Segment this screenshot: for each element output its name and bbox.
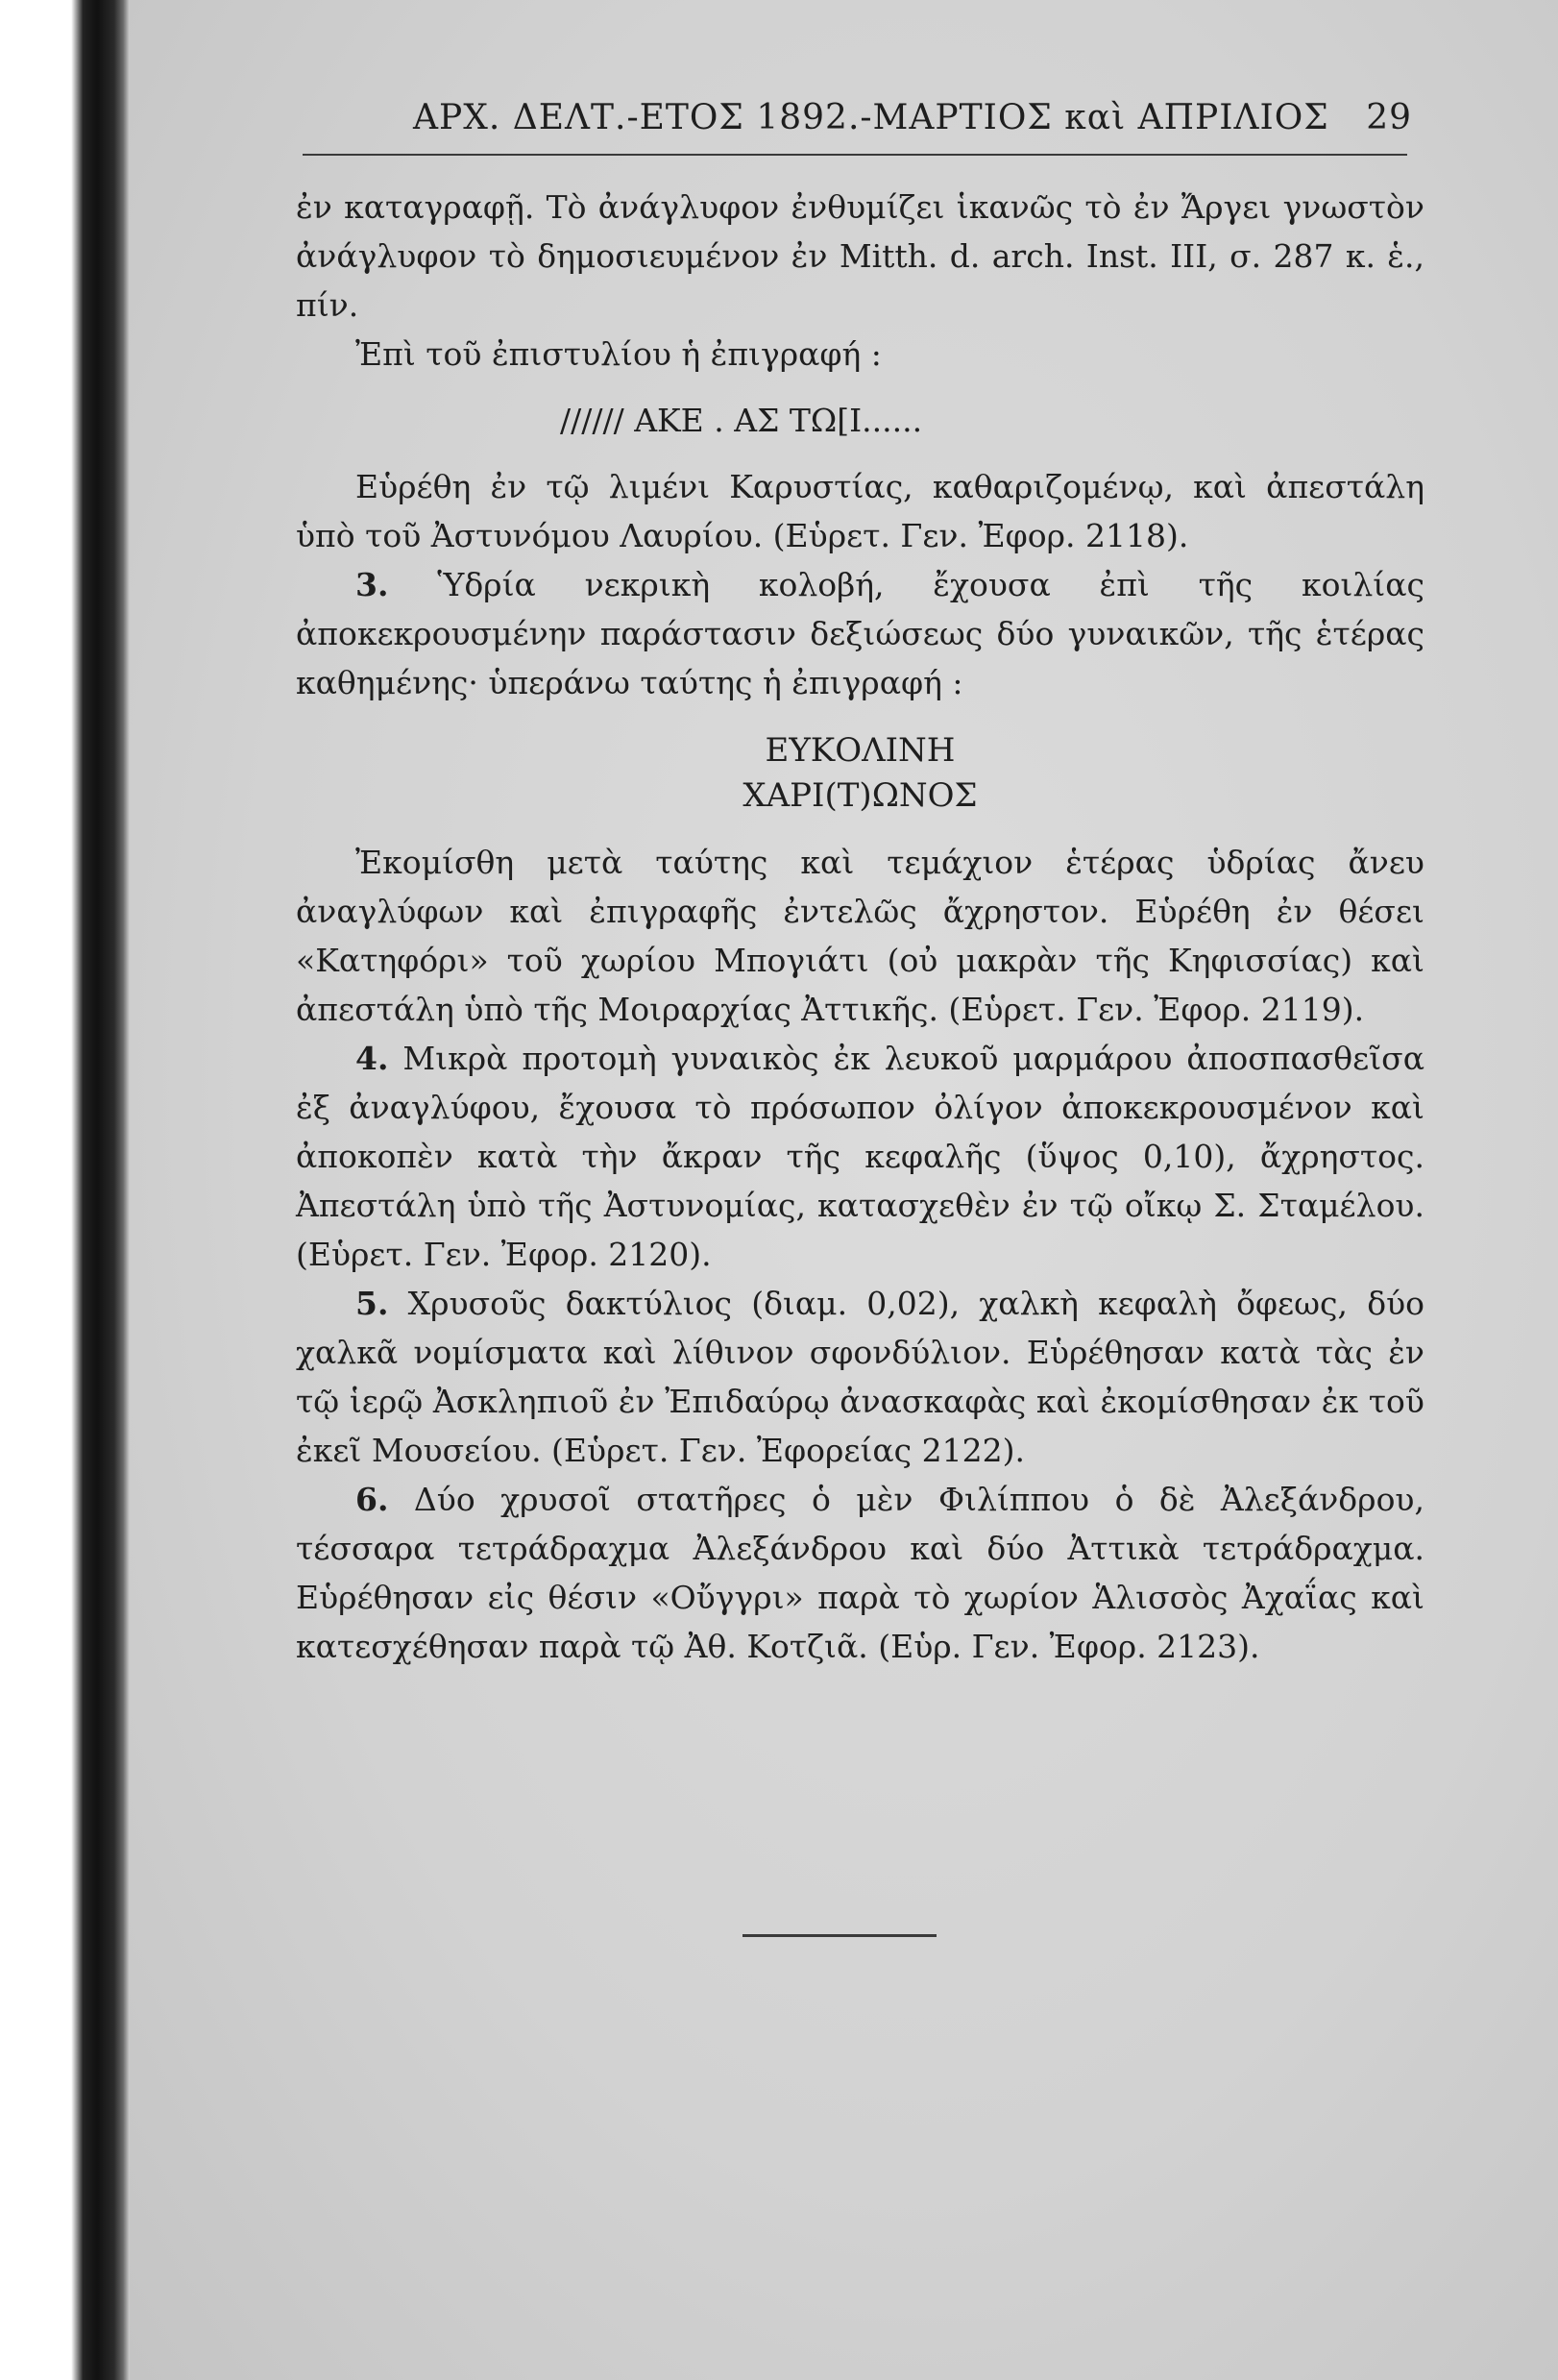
item-5 [296,1279,1424,1475]
item-3 [296,560,1424,707]
item-5-text: Χρυσοῦς δακτύλιος (διαμ. 0,02), χαλκὴ κεφαλὴ ὄφεως, δύο χαλκᾶ νομίσματα καὶ λίθινον σφονδύλιον. Εὑρέθησαν κατὰ τὰς ἐν τῷ ἱερῷ Ἀσκληπιοῦ ἐν Ἐπιδαύρῳ ἀνασκαφὰς καὶ ἐκομίσθησαν ἐκ τοῦ ἐκεῖ Μουσείου. (Εὑρετ. Γεν. Ἐφορείας 2122). [296,1285,1424,1469]
end-rule [742,1934,937,1937]
paragraph-architrave-intro: Ἐπὶ τοῦ ἐπιστυλίου ἡ ἐπιγραφή : [355,335,882,373]
paragraph-relief-comparison: ἐν καταγραφῇ. Τὸ ἀνάγλυφον ἐνθυμίζει ἱκανῶς τὸ ἐν Ἄργει γνωστὸν ἀνάγλυφον τὸ δημοσιευμένον ἐν Mitth. d. arch. Inst. III, σ. 287 κ. ἑ., πίν. [296,188,1424,324]
item-4-text: Μικρὰ προτομὴ γυναικὸς ἐκ λευκοῦ μαρμάρου ἀποσπασθεῖσα ἐξ ἀναγλύφου, ἔχουσα τὸ πρόσωπον ὀλίγον ἀποκεκρουσμένον καὶ ἀποκοπὲν κατὰ τὴν ἄκραν τῆς κεφαλῆς (ὕψος 0,10), ἄχρηστος. Ἀπεστάλη ὑπὸ τῆς Ἀστυνομίας, κατασχεθὲν ἐν τῷ οἴκῳ Σ. Σταμέλου. (Εὑρετ. Γεν. Ἐφορ. 2120). [296,1040,1424,1273]
inscription-hydria-line-1: ΕΥΚΟΛΙΝΗ [765,731,956,770]
item-3-number: 3. [355,566,389,603]
item-4-number: 4. [355,1040,389,1077]
page-number: 29 [1366,98,1412,137]
running-title: ΑΡΧ. ΔΕΛΤ.-ΕΤΟΣ 1892.-ΜΑΡΤΙΟΣ καὶ ΑΠΡΙΛΙΟΣ [413,98,1329,137]
item-3-text: Ὑδρία νεκρικὴ κολοβή, ἔχουσα ἐπὶ τῆς κοιλίας ἀποκεκρουσμένην παράστασιν δεξιώσεως δύο γυναικῶν, τῆς ἑτέρας καθημένης· ὑπεράνω ταύτης ἡ ἐπιγραφή : [296,566,1424,701]
body-text [296,183,1424,1671]
paragraph-hydria-fragment: Ἐκομίσθη μετὰ ταύτης καὶ τεμάχιον ἑτέρας ὑδρίας ἄνευ ἀναγλύφων καὶ ἐπιγραφῆς ἐντελῶς ἄχρηστον. Εὑρέθη ἐν θέσει «Κατηφόρι» τοῦ χωρίου Μπογιάτι (οὐ μακρὰν τῆς Κηφισσίας) καὶ ἀπεστάλη ὑπὸ τῆς Μοιραρχίας Ἀττικῆς. (Εὑρετ. Γεν. Ἐφορ. 2119). [296,844,1424,1028]
item-5-number: 5. [355,1285,389,1322]
book-binding-shadow [0,0,130,2380]
header-rule [303,154,1407,156]
item-6-text: Δύο χρυσοῖ στατῆρες ὁ μὲν Φιλίππου ὁ δὲ Ἀλεξάνδρου, τέσσαρα τετράδραχμα Ἀλεξάνδρου καὶ δύο Ἀττικὰ τετράδραχμα. Εὑρέθησαν εἰς θέσιν «Οὔγγρι» παρὰ τὸ χωρίον Ἁλισσὸς Ἀχαΐας καὶ κατεσχέθησαν παρὰ τῷ Ἀθ. Κοτζιᾶ. (Εὑρ. Γεν. Ἐφορ. 2123). [296,1481,1424,1665]
page-header [413,98,1412,146]
inscription-architrave: ////// ΑΚΕ . ΑΣ ΤΩ[Ι...... [560,402,923,439]
inscription-hydria [296,728,1424,819]
item-6-number: 6. [355,1481,389,1518]
paragraph-karystia-find: Εὑρέθη ἐν τῷ λιμένι Καρυστίας, καθαριζομένῳ, καὶ ἀπεστάλη ὑπὸ τοῦ Ἀστυνόμου Λαυρίου. (Εὑρετ. Γεν. Ἐφορ. 2118). [296,468,1424,554]
item-4 [296,1034,1424,1279]
inscription-hydria-line-2: ΧΑΡΙ(Τ)ΩΝΟΣ [742,776,978,815]
item-6 [296,1475,1424,1671]
